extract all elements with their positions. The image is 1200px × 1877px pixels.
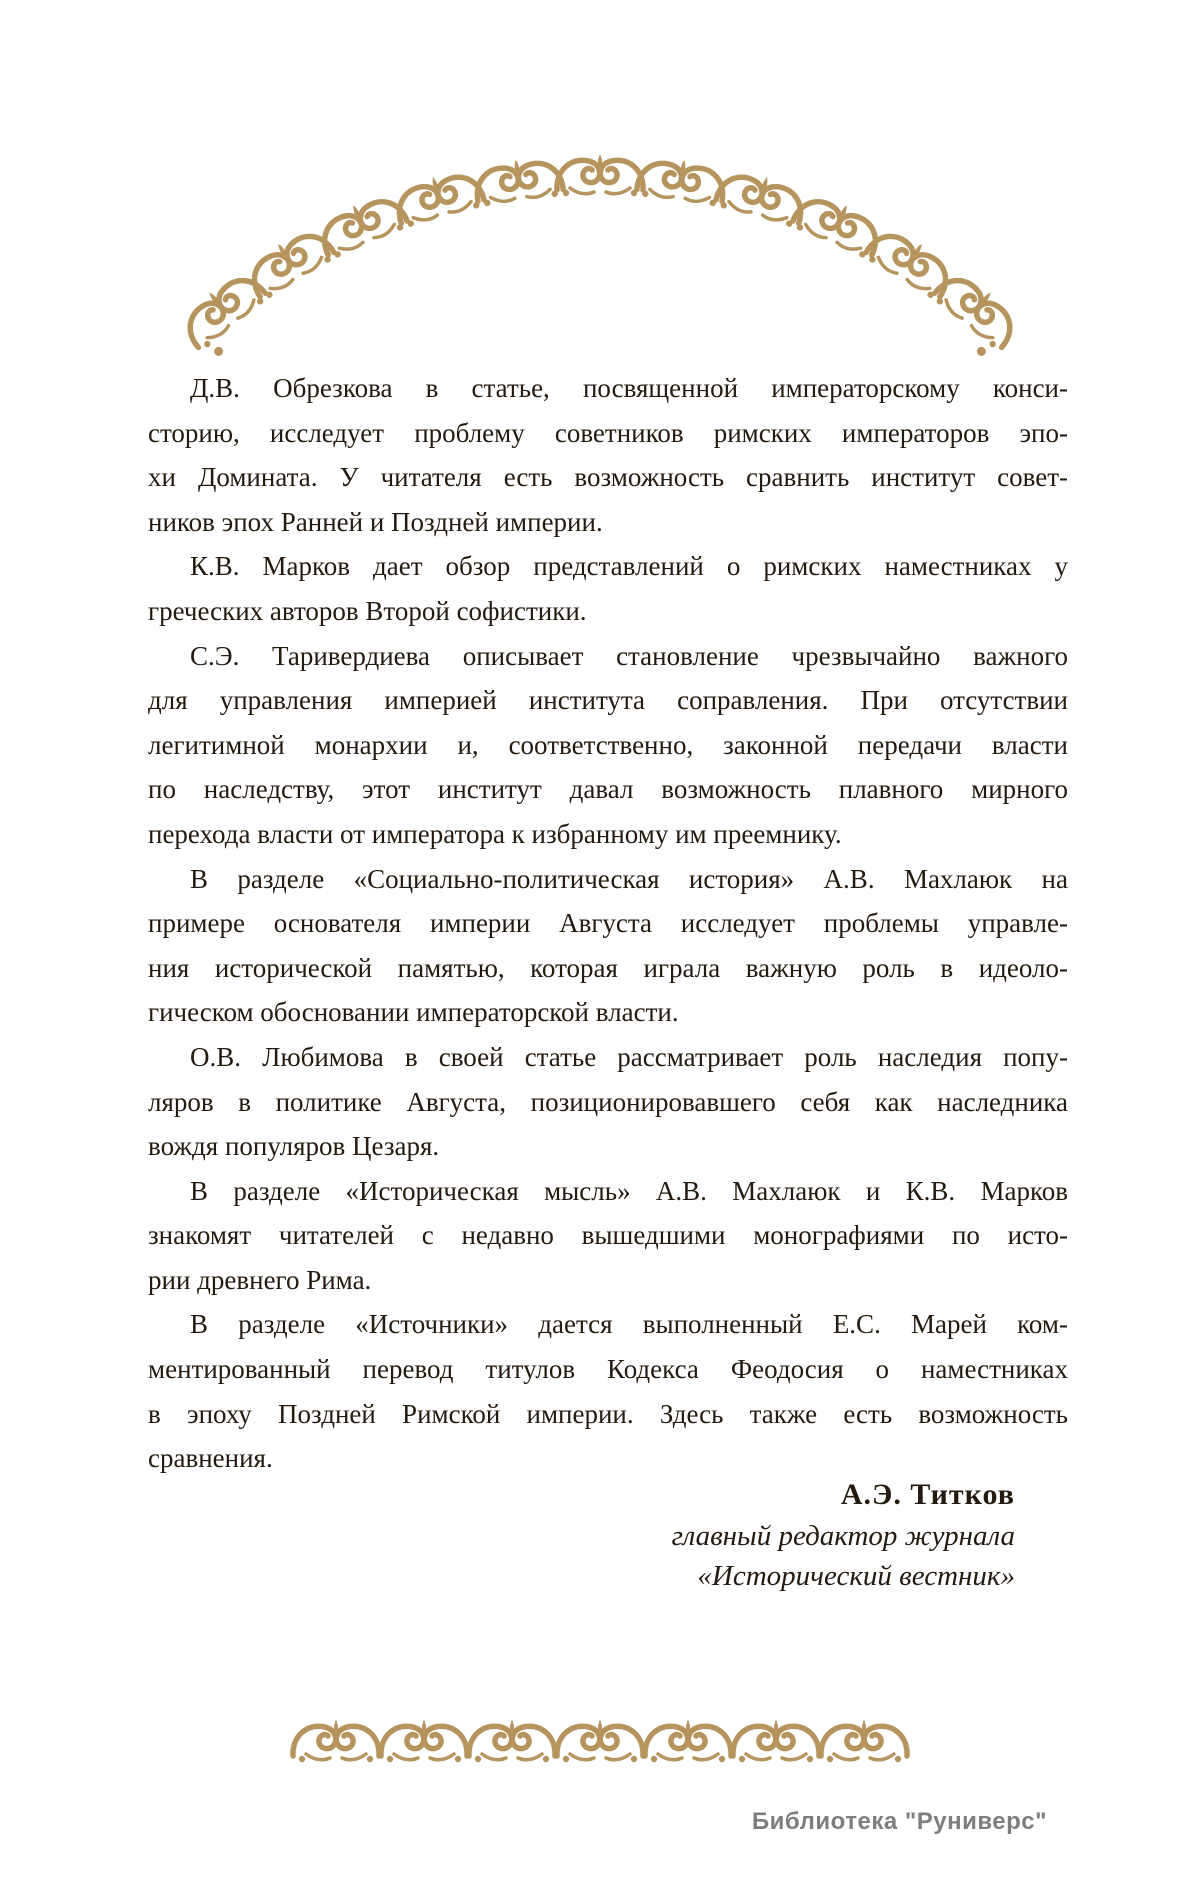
text-line: по наследству, этот институт давал возможность плавного мирного xyxy=(148,774,1068,805)
text-line: В разделе «Социально-политическая история» А.В. Махлаюк на xyxy=(190,863,1068,894)
text-line: ментированный перевод титулов Кодекса Феодосия о наместниках xyxy=(148,1354,1068,1385)
text-line: перехода власти от императора к избранному им преемнику. xyxy=(148,818,842,849)
text-line: В разделе «Источники» дается выполненный Е.С. Марей ком- xyxy=(190,1309,1068,1340)
signature-role-line1: главный редактор журнала xyxy=(671,1520,1015,1552)
text-line: ников эпох Ранней и Поздней империи. xyxy=(148,506,603,537)
signature-name: А.Э. Титков xyxy=(840,1478,1015,1511)
text-line: в эпоху Поздней Римской империи. Здесь также есть возможность xyxy=(148,1398,1068,1429)
text-line: С.Э. Таривердиева описывает становление чрезвычайно важного xyxy=(190,640,1068,671)
text-line: В разделе «Историческая мысль» А.В. Махлаюк и К.В. Марков xyxy=(190,1175,1068,1206)
text-line: сторию, исследует проблему советников римских императоров эпо- xyxy=(148,417,1068,448)
text-line: знакомят читателей с недавно вышедшими монографиями по исто- xyxy=(148,1220,1068,1251)
text-line: Д.В. Обрезкова в статье, посвященной императорскому конси- xyxy=(190,373,1068,403)
text-line: вождя популяров Цезаря. xyxy=(148,1131,440,1162)
text-line: рии древнего Рима. xyxy=(148,1264,372,1295)
paragraph xyxy=(148,634,1068,857)
text-line: гическом обосновании императорской власти. xyxy=(148,997,679,1028)
text-line: хи Домината. У читателя есть возможность сравнить институт совет- xyxy=(148,462,1068,493)
signature-block xyxy=(672,1474,1015,1596)
paragraph xyxy=(148,1169,1068,1303)
text-block xyxy=(148,366,1068,1481)
text-line: О.В. Любимова в своей статье рассматривает роль наследия попу- xyxy=(190,1041,1068,1072)
paragraph xyxy=(148,366,1068,544)
text-line: сравнения. xyxy=(148,1443,273,1474)
signature-role-line2: «Исторический вестник» xyxy=(697,1560,1015,1592)
paragraph xyxy=(148,857,1068,1035)
watermark: Библиотека "Руниверс" xyxy=(751,1808,1047,1835)
text-line: К.В. Марков дает обзор представлений о римских наместниках у xyxy=(190,551,1068,582)
paragraph xyxy=(148,544,1068,633)
paragraph xyxy=(148,1035,1068,1169)
bottom-band-ornament-icon xyxy=(0,1703,1200,1773)
text-line: примере основателя империи Августа исследует проблемы управле- xyxy=(148,908,1068,939)
top-arch-ornament-icon xyxy=(0,0,1200,360)
text-line: греческих авторов Второй софистики. xyxy=(148,595,587,626)
text-line: ляров в политике Августа, позиционировавшего себя как наследника xyxy=(148,1086,1068,1117)
paragraph xyxy=(148,1302,1068,1480)
text-line: легитимной монархии и, соответственно, законной передачи власти xyxy=(148,729,1068,760)
text-line: ния исторической памятью, которая играла важную роль в идеоло- xyxy=(148,952,1068,983)
text-line: для управления империей института соправления. При отсутствии xyxy=(148,685,1068,716)
